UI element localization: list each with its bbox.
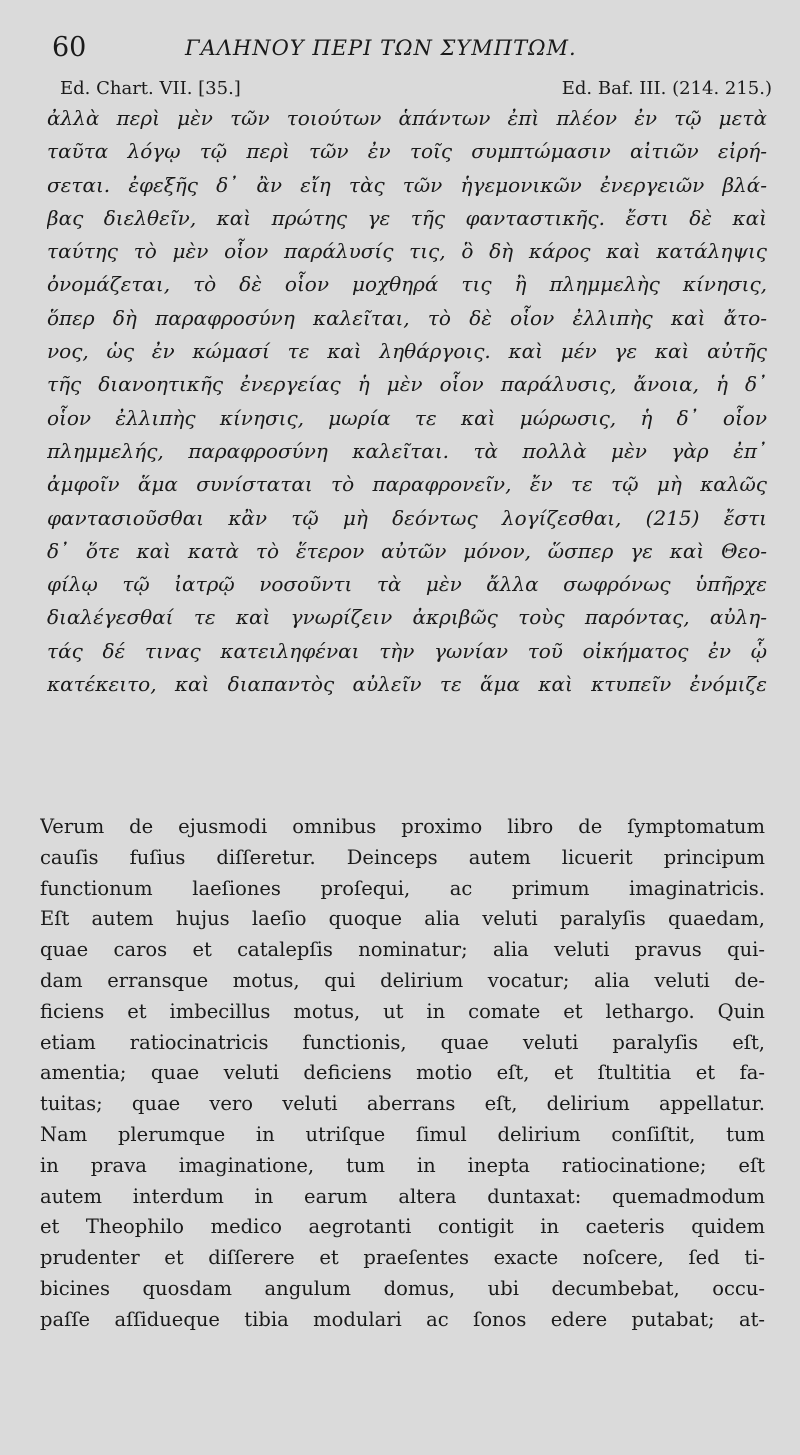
greek-line: νος, ὡς ἐν κώμασί τε καὶ ληθάργοις. καὶ μέν γε καὶ αὐτῆς [47,339,767,364]
greek-line: ταύτης τὸ μὲν οἷον παράλυσίς τις, ὃ δὴ κάρος καὶ κατάληψις [47,239,767,264]
latin-line: dam erransque motus, qui delirium vocatur; alia veluti de- [40,968,765,992]
latin-line: ficiens et imbecillus motus, ut in comate et lethargo. Quin [40,999,765,1023]
running-title: ΓΑΛΗΝΟΥ ΠΕΡΙ ΤΩΝ ΣΥΜΠΤΩΜ. [185,36,577,60]
latin-line: functionum laeſiones proſequi, ac primum imaginatricis. [40,876,765,900]
greek-line: φίλῳ τῷ ἰατρῷ νοσοῦντι τὰ μὲν ἄλλα σωφρόνως ὑπῆρχε [47,572,767,597]
greek-line: κατέκειτο, καὶ διαπαντὸς αὐλεῖν τε ἅμα καὶ κτυπεῖν ἐνόμιζε [47,672,767,697]
latin-line: quae caros et catalepſis nominatur; alia veluti pravus qui- [40,938,765,962]
latin-line: prudenter et diſſerere et praeſentes exacte noſcere, ſed ti- [40,1246,765,1270]
edition-references [60,76,772,102]
latin-line: cauſis fuſius diſſeretur. Deinceps autem licuerit principum [40,845,765,869]
latin-line: tuitas; quae vero veluti aberrans eſt, delirium appellatur. [40,1092,765,1116]
latin-line: et Theophilo medico aegrotanti contigit in caeteris quidem [40,1215,765,1239]
latin-line: Nam plerumque in utriſque ſimul delirium conſiſtit, tum [40,1122,765,1146]
latin-line: Eſt autem hujus laeſio quoque alia veluti paralyſis quaedam, [40,907,765,931]
page-header [50,30,770,66]
greek-line: σεται. ἐφεξῆς δ᾽ ἂν εἴη τὰς τῶν ἡγεμονικῶν ἐνεργειῶν βλά- [47,172,767,197]
page-number: 60 [52,32,87,63]
edition-reference-chartier: Ed. Chart. VII. [35.] [60,78,241,99]
latin-line: amentia; quae veluti deficiens motio eſt, et ſtultitia et fa- [40,1061,765,1085]
greek-line: ἀλλὰ περὶ μὲν τῶν τοιούτων ἁπάντων ἐπὶ πλέον ἐν τῷ μετὰ [47,106,767,130]
greek-line: ὀνομάζεται, τὸ δὲ οἷον μοχθηρά τις ἢ πλημμελὴς κίνησις, [47,272,767,297]
greek-line: πλημμελής, παραφροσύνη καλεῖται. τὰ πολλὰ μὲν γὰρ ἐπ᾽ [47,438,767,463]
greek-line: τάς δέ τινας κατειληφέναι τὴν γωνίαν τοῦ οἰκήματος ἐν ᾧ [47,638,767,663]
greek-line: ἀμφοῖν ἅμα συνίσταται τὸ παραφρονεῖν, ἔν τε τῷ μὴ καλῶς [47,472,767,497]
greek-line: φαντασιοῦσθαι κἂν τῷ μὴ δεόντως λογίζεσθαι, (215) ἔστι [47,505,767,530]
greek-line: δ᾽ ὅτε καὶ κατὰ τὸ ἕτερον αὐτῶν μόνον, ὥσπερ γε καὶ Θεο- [47,538,767,563]
latin-line: Verum de ejusmodi omnibus proximo libro de ſymptomatum [40,815,765,838]
greek-text-block [47,102,767,701]
greek-line: διαλέγεσθαί τε καὶ γνωρίζειν ἀκριβῶς τοὺς παρόντας, αὐλη- [47,605,767,630]
greek-line: βας διελθεῖν, καὶ πρώτης γε τῆς φανταστικῆς. ἔστι δὲ καὶ [47,205,767,230]
latin-line: bicines quosdam angulum domus, ubi decumbebat, occu- [40,1276,765,1300]
latin-line: in prava imaginatione, tum in inepta ratiocinatione; eſt [40,1153,765,1177]
greek-line: ταῦτα λόγῳ τῷ περὶ τῶν ἐν τοῖς συμπτώμασιν αἰτιῶν εἰρή- [47,139,767,164]
greek-line: ὅπερ δὴ παραφροσύνη καλεῖται, τὸ δὲ οἷον ἐλλιπὴς καὶ ἄτο- [47,305,767,330]
greek-line: οἷον ἐλλιπὴς κίνησις, μωρία τε καὶ μώρωσις, ἡ δ᾽ οἷον [47,405,767,430]
latin-line: etiam ratiocinatricis functionis, quae veluti paralyſis eſt, [40,1030,765,1054]
latin-line: autem interdum in earum altera duntaxat: quemadmodum [40,1184,765,1208]
edition-reference-basel: Ed. Baf. III. (214. 215.) [561,78,772,99]
latin-text-block [40,812,765,1336]
greek-line: τῆς διανοητικῆς ἐνεργείας ἡ μὲν οἷον παράλυσις, ἄνοια, ἡ δ᾽ [47,372,767,397]
latin-line: paſſe aſſidueque tibia modulari ac ſonos edere putabat; at- [40,1307,765,1331]
